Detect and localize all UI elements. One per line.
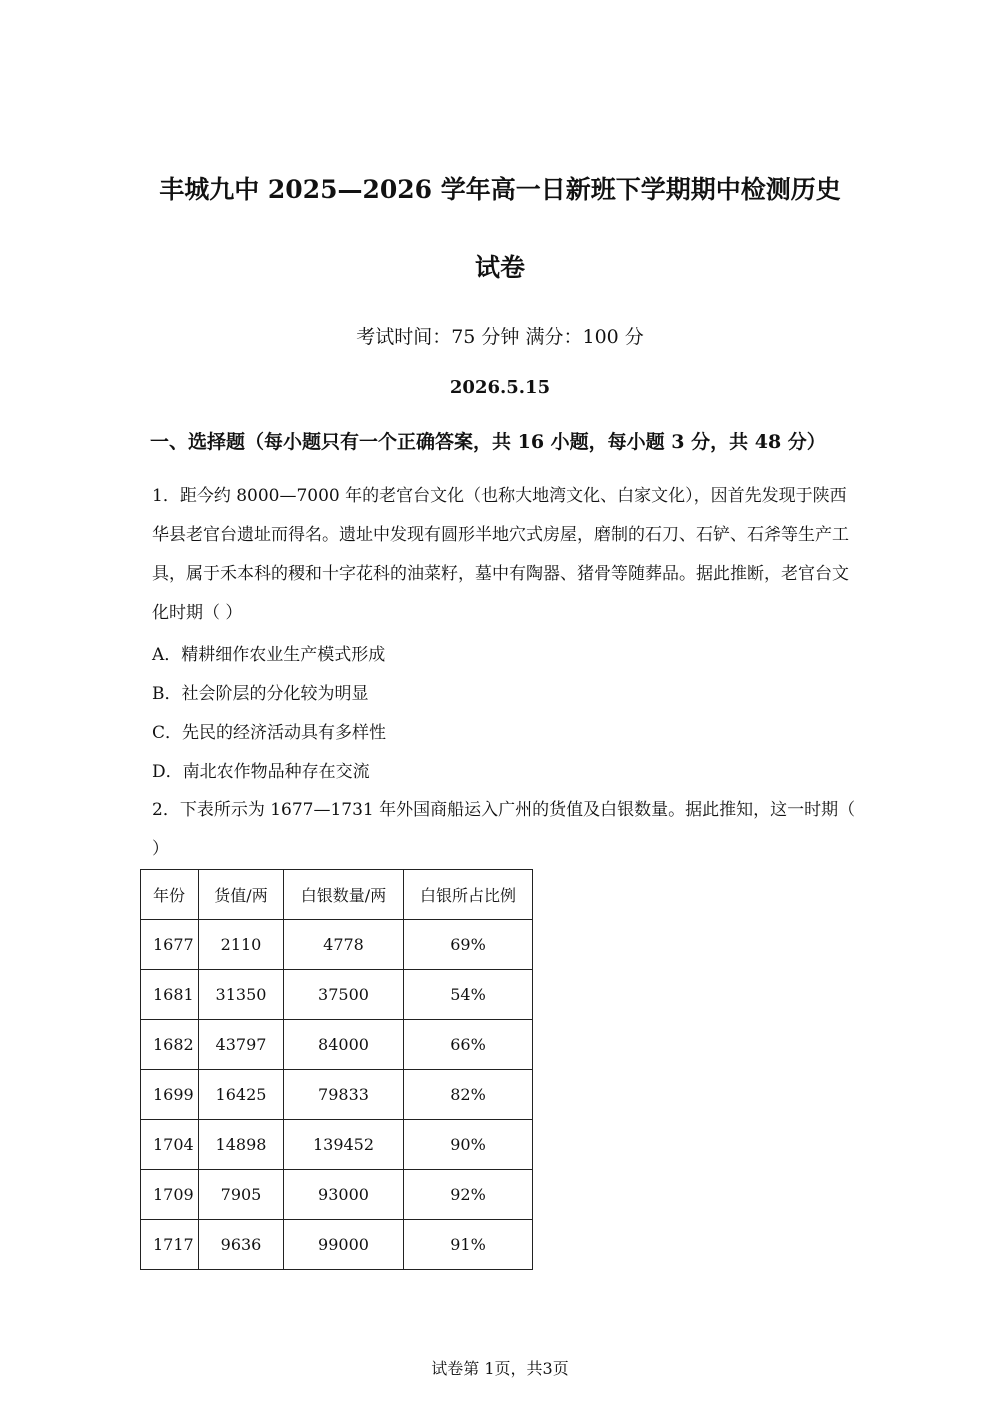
cell-goods-value: 43797	[199, 1020, 284, 1070]
silver-trade-table	[140, 869, 533, 1270]
cell-silver-ratio: 66%	[404, 1020, 533, 1070]
cell-silver-amount: 4778	[284, 920, 404, 970]
cell-silver-ratio: 82%	[404, 1070, 533, 1120]
question-2-stem: 2．下表所示为 1677—1731 年外国商船运入广州的货值及白银数量。据此推知，这一时期（ ）	[152, 800, 856, 859]
cell-silver-amount: 99000	[284, 1220, 404, 1270]
cell-year: 1677	[141, 920, 199, 970]
exam-meta: 考试时间：75 分钟 满分：100 分	[356, 326, 644, 348]
cell-goods-value: 7905	[199, 1170, 284, 1220]
header-silver-amount: 白银数量/两	[284, 870, 404, 920]
cell-silver-ratio: 90%	[404, 1120, 533, 1170]
cell-silver-amount: 93000	[284, 1170, 404, 1220]
exam-date: 2026.5.15	[449, 377, 551, 398]
cell-goods-value: 31350	[199, 970, 284, 1020]
header-silver-ratio: 白银所占比例	[404, 870, 533, 920]
question-1-option-d: D．南北农作物品种存在交流	[152, 762, 370, 782]
cell-year: 1704	[141, 1120, 199, 1170]
cell-year: 1717	[141, 1220, 199, 1270]
exam-title-line2: 试卷	[474, 253, 525, 282]
cell-year: 1681	[141, 970, 199, 1020]
question-1-stem: 1．距今约 8000—7000 年的老官台文化（也称大地湾文化、白家文化），因首先发现于陕西华县老官台遗址而得名。遗址中发现有圆形半地穴式房屋，磨制的石刀、石铲、石斧等生产工具，属于禾本科的稷和十字花科的油菜籽，墓中有陶器、猪骨等随葬品。据此推断，老官台文化时期（ ）	[152, 486, 849, 623]
exam-title-line1: 丰城九中 2025—2026 学年高一日新班下学期期中检测历史	[159, 175, 841, 204]
table-header-row	[141, 870, 533, 920]
cell-silver-ratio: 54%	[404, 970, 533, 1020]
cell-silver-amount: 139452	[284, 1120, 404, 1170]
cell-year: 1709	[141, 1170, 199, 1220]
cell-year: 1682	[141, 1020, 199, 1070]
table-row	[141, 1220, 533, 1270]
table-row	[141, 1070, 533, 1120]
table-row	[141, 920, 533, 970]
cell-goods-value: 14898	[199, 1120, 284, 1170]
question-1-option-a: A．精耕细作农业生产模式形成	[152, 645, 386, 665]
table-row	[141, 1170, 533, 1220]
header-goods-value: 货值/两	[199, 870, 284, 920]
question-1-option-c: C．先民的经济活动具有多样性	[152, 723, 387, 743]
table-row	[141, 1020, 533, 1070]
cell-silver-amount: 79833	[284, 1070, 404, 1120]
cell-silver-amount: 37500	[284, 970, 404, 1020]
cell-goods-value: 2110	[199, 920, 284, 970]
section-heading: 一、选择题（每小题只有一个正确答案，共 16 小题，每小题 3 分，共 48 分）	[150, 431, 826, 453]
table-row	[141, 1120, 533, 1170]
cell-goods-value: 16425	[199, 1070, 284, 1120]
cell-silver-ratio: 69%	[404, 920, 533, 970]
cell-silver-ratio: 92%	[404, 1170, 533, 1220]
header-year: 年份	[141, 870, 199, 920]
page-footer: 试卷第 1页，共3页	[431, 1359, 569, 1378]
cell-silver-ratio: 91%	[404, 1220, 533, 1270]
cell-silver-amount: 84000	[284, 1020, 404, 1070]
cell-goods-value: 9636	[199, 1220, 284, 1270]
table-row	[141, 970, 533, 1020]
cell-year: 1699	[141, 1070, 199, 1120]
question-1-option-b: B．社会阶层的分化较为明显	[152, 684, 369, 704]
